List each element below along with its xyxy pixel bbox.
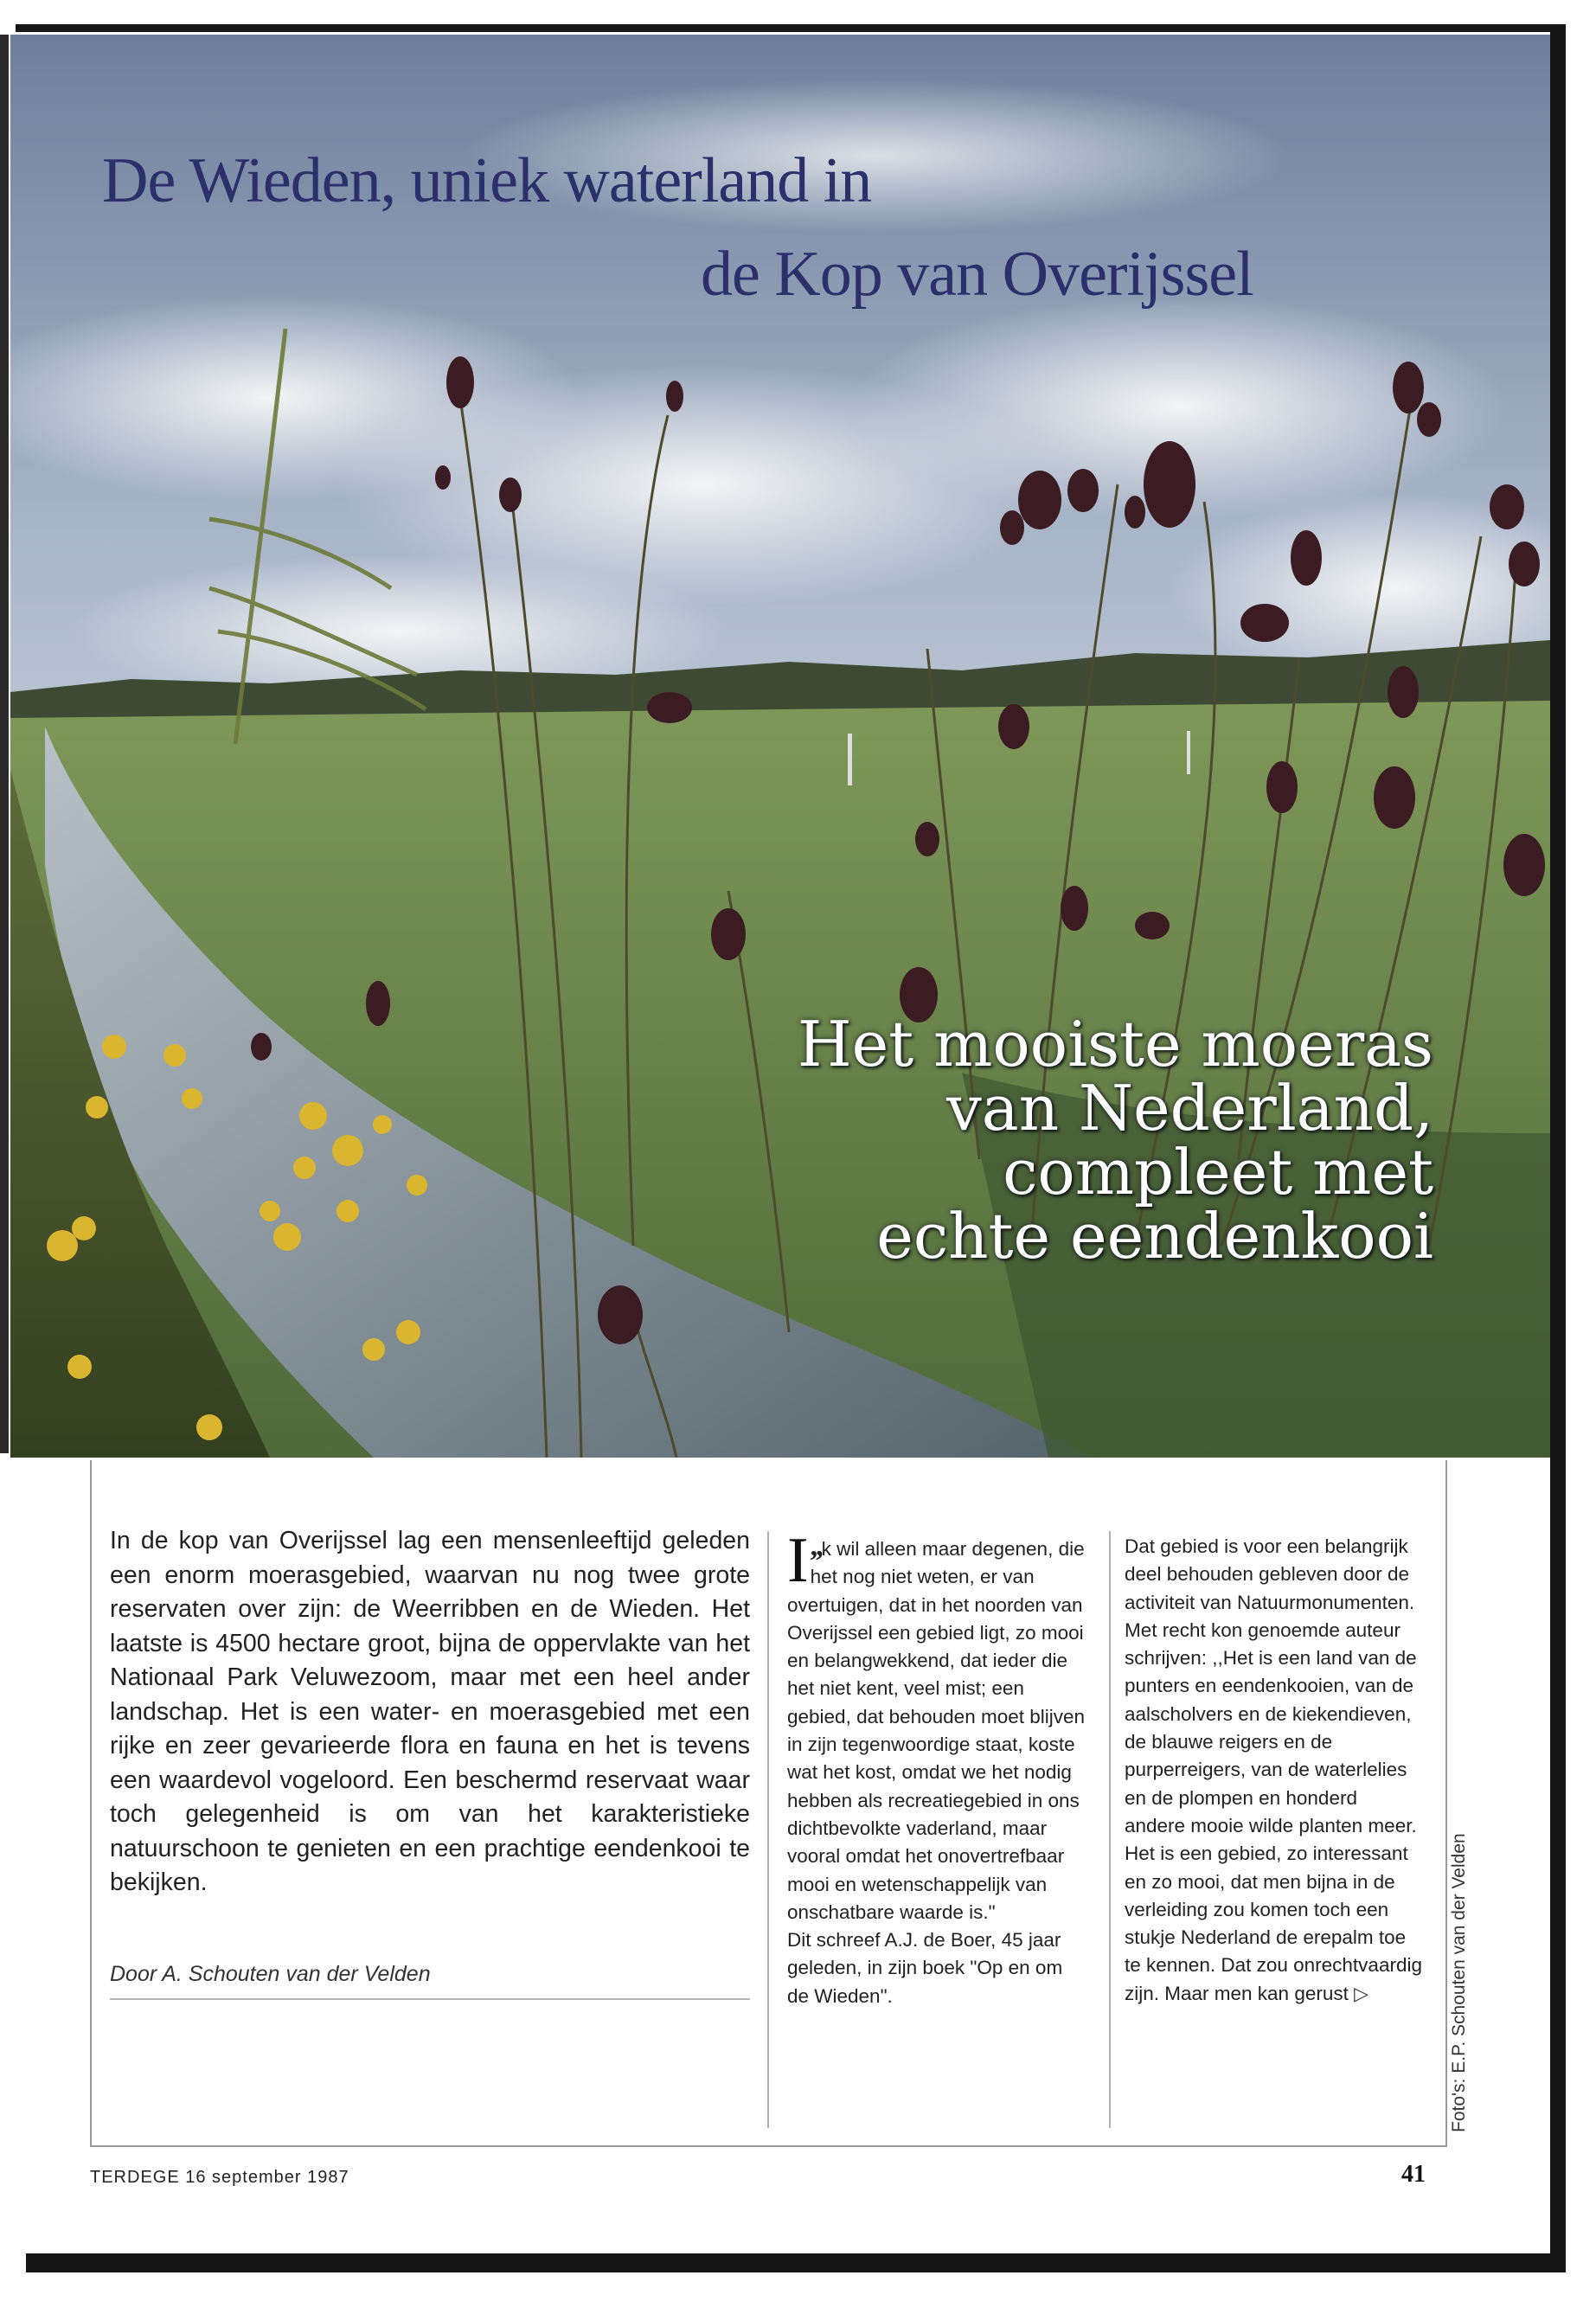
author-byline: Door A. Schouten van der Velden xyxy=(110,1962,431,1986)
quote-paragraph xyxy=(787,1525,1086,1926)
page-number: 41 xyxy=(1401,2161,1426,2188)
intro-paragraph: In de kop van Overijssel lag een mensenleeftijd geleden een enorm moerasgebied, waarvan nu nog twee grote reservaten over zijn: de Weerribben en de Wieden. Het laatste is 4500 hectare groot, bijna de oppervlakte van het Nationaal Park Veluwezoom, maar met een heel ander landschap. Het is een water- en moerasgebied met een rijke en zeer gevarieerde flora en fauna en het is tevens een waardevol vogeloord. Een beschermd reservaat waar toch gelegenheid is om van het karakteristieke natuurschoon te genieten en een prachtige eendenkooi te bekijken. xyxy=(110,1527,750,1896)
subtitle-line: echte eendenkooi xyxy=(876,1200,1433,1273)
drop-cap: I xyxy=(787,1525,809,1596)
quote-attribution: Dit schreef A.J. de Boer, 45 jaar geleden, in zijn boek "Op en om de Wieden". xyxy=(787,1929,1063,2007)
byline-divider xyxy=(110,1998,750,2000)
photo-credit: Foto's: E.P. Schouten van der Velden xyxy=(1449,1833,1469,2132)
publication-footer: TERDEGE 16 september 1987 xyxy=(90,2168,349,2187)
title-line-1: De Wieden, uniek waterland in xyxy=(102,145,872,216)
subtitle xyxy=(568,1008,1433,1273)
opening-quote-mark: ,, xyxy=(810,1530,822,1562)
bottom-border xyxy=(26,2253,1566,2272)
scan-left-edge xyxy=(0,35,9,1453)
body-column xyxy=(1125,1533,1423,2008)
column-divider xyxy=(767,1531,769,2128)
subtitle-line: compleet met xyxy=(1003,1136,1433,1209)
top-border xyxy=(16,24,1566,32)
column-divider xyxy=(1109,1531,1111,2128)
subtitle-line: van Nederland, xyxy=(946,1072,1433,1145)
title-line-2: de Kop van Overijssel xyxy=(701,239,1253,310)
subtitle-line: Het mooiste moeras xyxy=(797,1008,1433,1080)
body-paragraph xyxy=(1125,1533,1423,2008)
body-text: Dat gebied is voor een belangrijk deel behouden gebleven door de activiteit van Natuurmonumenten. Met recht kon genoemde auteur schrijven: ,,Het is een land van de punters en eendenkooien, van de aalscholvers en de kiekendieven, de blauwe reigers en de purperreigers, van de waterlelies en de plompen en honderd andere mooie wilde planten meer. Het is een gebied, zo interessant en zo mooi, dat men bijna in de verleiding zou komen toch een stukje Nederland de erepalm toe te kennen. Dat zou onrechtvaardig zijn. Maar men kan gerust xyxy=(1125,1535,1422,2004)
continue-arrow-icon: ▷ xyxy=(1354,1982,1369,2004)
quote-column xyxy=(787,1525,1086,2010)
right-border xyxy=(1550,24,1566,2265)
quote-text: k wil alleen maar degenen, die het nog niet weten, er van overtuigen, dat in het noorden van Overijssel een gebied ligt, zo mooi en belangwekkend, dat ieder die het niet kent, veel mist; een gebied, dat behouden moet blijven in zijn tegenwoordige staat, koste wat het kost, omdat we het nodig hebben als recreatiegebied in ons dichtbevolkte vaderland, maar vooral omdat het onovertrefbaar mooi en wetenschappelijk van onschatbare waarde is." xyxy=(787,1538,1086,1923)
